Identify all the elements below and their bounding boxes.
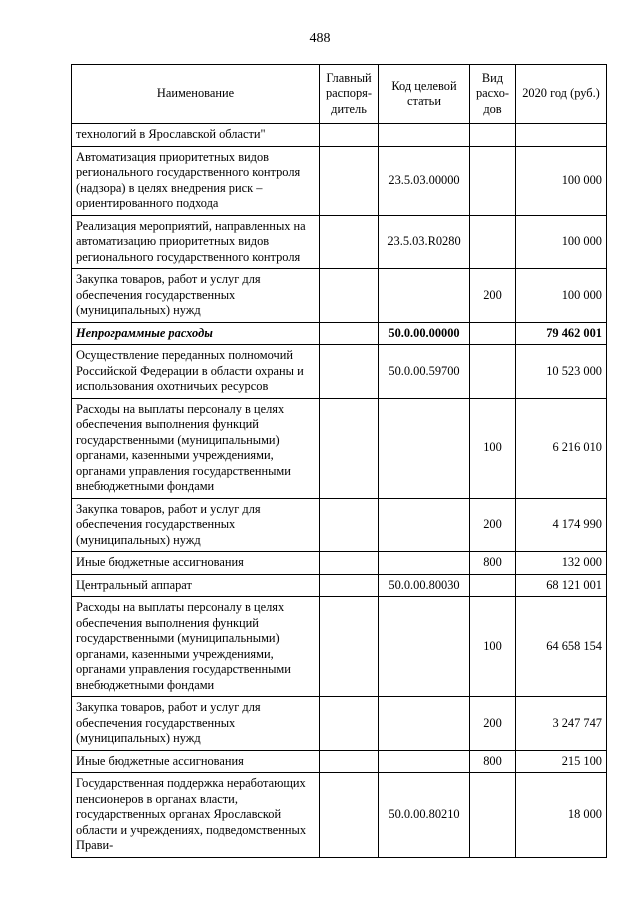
- row-manager-cell: [320, 597, 379, 697]
- column-header-name: Наименование: [72, 65, 320, 124]
- row-name-cell: Иные бюджетные ассигнования: [72, 750, 320, 773]
- column-header-target-code: Код целевой статьи: [379, 65, 470, 124]
- row-name-cell: Закупка товаров, работ и услуг для обеспечения государственных (муниципальных) нужд: [72, 498, 320, 552]
- row-type-cell: 200: [470, 697, 516, 751]
- row-code-cell: [379, 124, 470, 147]
- row-type-cell: [470, 146, 516, 215]
- row-code-cell: [379, 498, 470, 552]
- row-amount-cell: 10 523 000: [516, 345, 607, 399]
- row-type-cell: [470, 124, 516, 147]
- row-manager-cell: [320, 574, 379, 597]
- row-name-cell: Расходы на выплаты персоналу в целях обеспечения выполнения функций государственными (муниципальными) органами, казенными учреждениями, органами управления государственными внебюджетными фондами: [72, 597, 320, 697]
- row-manager-cell: [320, 773, 379, 858]
- row-code-cell: 23.5.03.R0280: [379, 215, 470, 269]
- row-code-cell: 50.0.00.80210: [379, 773, 470, 858]
- row-type-cell: [470, 345, 516, 399]
- table-row: [72, 498, 607, 552]
- row-code-cell: [379, 697, 470, 751]
- row-amount-cell: 100 000: [516, 269, 607, 323]
- row-code-cell: [379, 398, 470, 498]
- row-code-cell: [379, 597, 470, 697]
- row-amount-cell: 215 100: [516, 750, 607, 773]
- table-header-row: [72, 65, 607, 124]
- row-type-cell: 800: [470, 750, 516, 773]
- row-code-cell: 50.0.00.80030: [379, 574, 470, 597]
- row-manager-cell: [320, 124, 379, 147]
- row-name-cell: Государственная поддержка неработающих пенсионеров в органах власти, государственных органах Ярославской области и учреждениях, подведомственных Прави-: [72, 773, 320, 858]
- row-name-cell: технологий в Ярославской области": [72, 124, 320, 147]
- row-manager-cell: [320, 215, 379, 269]
- table-row: [72, 322, 607, 345]
- row-amount-cell: [516, 124, 607, 147]
- row-type-cell: [470, 215, 516, 269]
- table-row: [72, 552, 607, 575]
- row-amount-cell: 132 000: [516, 552, 607, 575]
- row-name-cell: Расходы на выплаты персоналу в целях обеспечения выполнения функций государственными (муниципальными) органами, казенными учреждениями, органами управления государственными внебюджетными фондами: [72, 398, 320, 498]
- table-row: [72, 697, 607, 751]
- row-amount-cell: 6 216 010: [516, 398, 607, 498]
- row-manager-cell: [320, 750, 379, 773]
- row-type-cell: [470, 322, 516, 345]
- row-manager-cell: [320, 146, 379, 215]
- row-amount-cell: 18 000: [516, 773, 607, 858]
- table-row: [72, 574, 607, 597]
- row-type-cell: [470, 574, 516, 597]
- page-number: 488: [309, 31, 331, 46]
- table-row: [72, 750, 607, 773]
- row-type-cell: 200: [470, 269, 516, 323]
- row-name-cell: Закупка товаров, работ и услуг для обеспечения государственных (муниципальных) нужд: [72, 269, 320, 323]
- column-header-amount: 2020 год (руб.): [516, 65, 607, 124]
- budget-table: [71, 64, 607, 858]
- row-manager-cell: [320, 345, 379, 399]
- row-type-cell: 200: [470, 498, 516, 552]
- table-body: [72, 124, 607, 858]
- row-amount-cell: 3 247 747: [516, 697, 607, 751]
- row-name-cell: Закупка товаров, работ и услуг для обеспечения государственных (муниципальных) нужд: [72, 697, 320, 751]
- table-row: [72, 398, 607, 498]
- row-code-cell: 50.0.00.59700: [379, 345, 470, 399]
- table-row: [72, 597, 607, 697]
- row-name-cell: Непрограммные расходы: [72, 322, 320, 345]
- table-row: [72, 773, 607, 858]
- row-code-cell: [379, 750, 470, 773]
- table-row: [72, 215, 607, 269]
- row-amount-cell: 4 174 990: [516, 498, 607, 552]
- row-type-cell: 100: [470, 597, 516, 697]
- table-row: [72, 146, 607, 215]
- table-row: [72, 124, 607, 147]
- row-amount-cell: 68 121 001: [516, 574, 607, 597]
- row-code-cell: [379, 269, 470, 323]
- row-type-cell: 100: [470, 398, 516, 498]
- row-manager-cell: [320, 552, 379, 575]
- table-row: [72, 345, 607, 399]
- row-name-cell: Реализация мероприятий, направленных на автоматизацию приоритетных видов регионального государственного контроля: [72, 215, 320, 269]
- row-manager-cell: [320, 498, 379, 552]
- row-type-cell: 800: [470, 552, 516, 575]
- row-name-cell: Иные бюджетные ассигнования: [72, 552, 320, 575]
- row-amount-cell: 100 000: [516, 146, 607, 215]
- row-code-cell: 23.5.03.00000: [379, 146, 470, 215]
- column-header-main-manager: Главный распоря-дитель: [320, 65, 379, 124]
- row-name-cell: Автоматизация приоритетных видов регионального государственного контроля (надзора) в целях внедрения риск – ориентированного подхода: [72, 146, 320, 215]
- row-amount-cell: 100 000: [516, 215, 607, 269]
- table-row: [72, 269, 607, 323]
- row-manager-cell: [320, 398, 379, 498]
- row-manager-cell: [320, 322, 379, 345]
- column-header-expense-type: Вид расхо-дов: [470, 65, 516, 124]
- row-manager-cell: [320, 697, 379, 751]
- row-amount-cell: 79 462 001: [516, 322, 607, 345]
- row-code-cell: [379, 552, 470, 575]
- row-code-cell: 50.0.00.00000: [379, 322, 470, 345]
- row-name-cell: Центральный аппарат: [72, 574, 320, 597]
- row-amount-cell: 64 658 154: [516, 597, 607, 697]
- row-type-cell: [470, 773, 516, 858]
- row-name-cell: Осуществление переданных полномочий Российской Федерации в области охраны и использования охотничьих ресурсов: [72, 345, 320, 399]
- row-manager-cell: [320, 269, 379, 323]
